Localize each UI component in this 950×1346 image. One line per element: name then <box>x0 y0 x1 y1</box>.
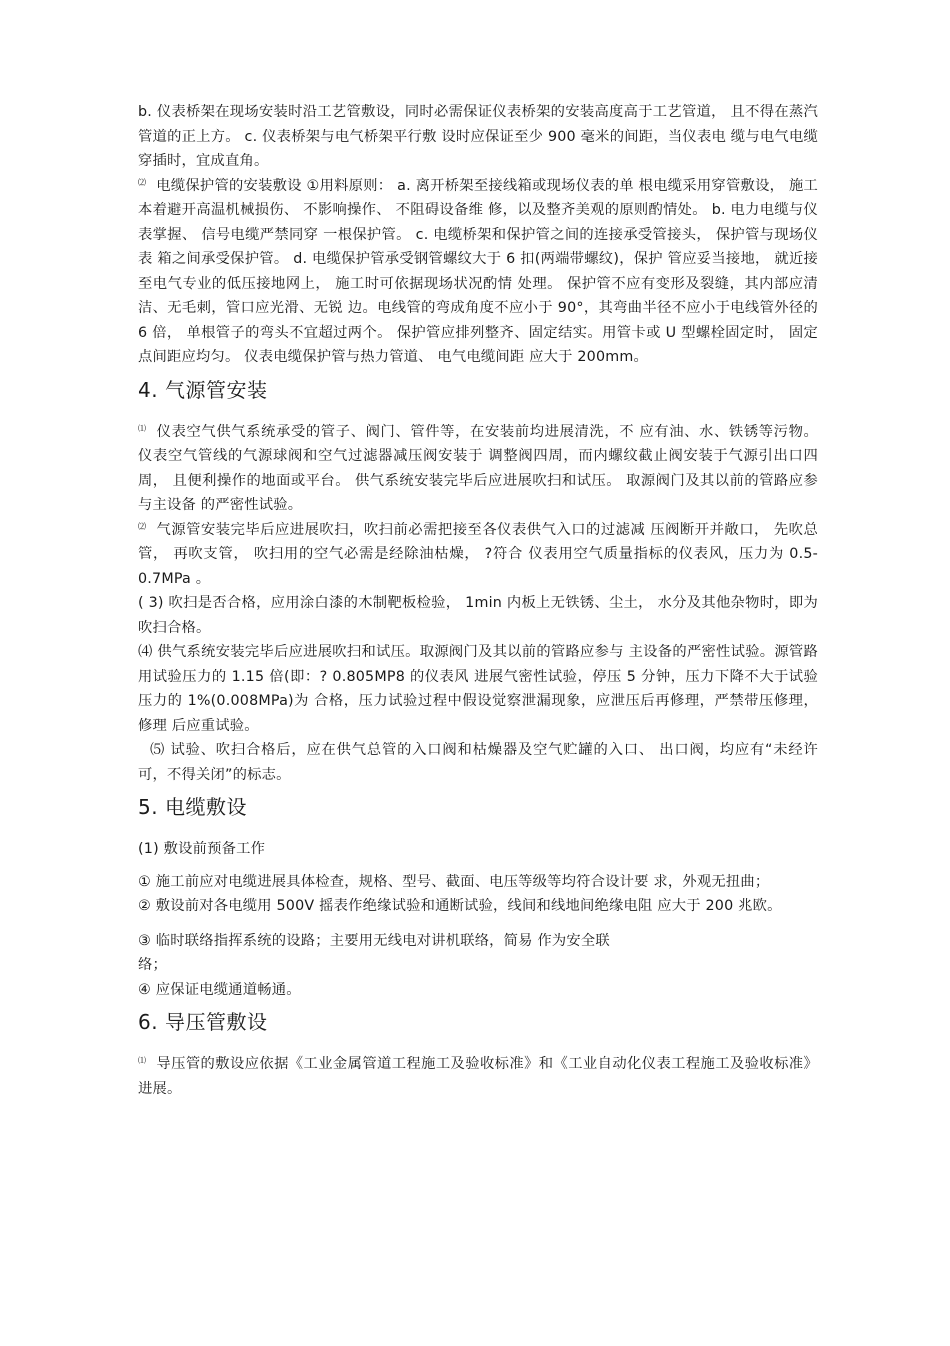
list-item-inspection: ① 施工前应对电缆进展具体检查，规格、型号、截面、电压等级等均符合设计要 求，外观无扭曲； <box>138 873 770 890</box>
item-number: ⑴ <box>138 423 147 433</box>
list-item-communication: ③ 临时联络指挥系统的设路；主要用无线电对讲机联络，简易 作为安全联 <box>138 932 610 949</box>
item-number: ⑵ <box>138 177 147 187</box>
paragraph-cable-protection-pipe <box>138 174 818 370</box>
paragraph-air-supply-1 <box>138 420 818 518</box>
paragraph-air-supply-4: ⑷ 供气系统安装完毕后应进展吹扫和试压。取源阀门及其以前的管路应参与 主设备的严密性试验。源管路用试验压力的 1.15 倍(即：? 0.805MP8 的仪表风 进展气密性试验，停压 5 分钟，压力下降不大于试验压力的 1%(0.008MPa)为 合格，压力试验过程中假设觉察泄漏现象，应泄压后再修理，严禁带压修理，修理 后应重试验。 <box>138 644 818 734</box>
heading-cable-laying: 5. 电缆敷设 <box>138 795 247 819</box>
item-number: ⑴ <box>138 1056 147 1065</box>
list-item-insulation-test: ② 敷设前对各电缆用 500V 摇表作绝缘试验和通断试验，线间和线地间绝缘电阻 应大于 200 兆欧。 <box>138 898 782 914</box>
document-page <box>138 100 818 1101</box>
list-item-communication-cont: 络； <box>138 957 167 973</box>
heading-air-source-pipe: 4. 气源管安装 <box>138 377 268 402</box>
paragraph-text: 气源管安装完毕后应进展吹扫，吹扫前必需把接至各仪表供气入口的过滤减 压阀断开并敞口， 先吹总管， 再吹支管， 吹扫用的空气必需是经除油枯燥， ?符合 仪表用空气质量指标的仪表风，压力为 0.5-0.7MPa 。 <box>138 521 818 587</box>
paragraph-text: 导压管的敷设应依据《工业金属管道工程施工及验收标准》和《工业自动化仪表工程施工及验收标准》进展。 <box>138 1056 819 1097</box>
paragraph-impulse-pipe <box>138 1052 818 1101</box>
paragraph-bridge-installation: b. 仪表桥架在现场安装时沿工艺管敷设，同时必需保证仪表桥架的安装高度高于工艺管道， 且不得在蒸汽管道的正上方。 c. 仪表桥架与电气桥架平行敷 设时应保证至少 900 毫米的间距，当仪表电 缆与电气电缆穿插时，宜成直角。 <box>138 104 818 169</box>
paragraph-text: 电缆保护管的安装敷设 ①用料原则： a. 离开桥架至接线箱或现场仪表的单 根电缆采用穿管敷设， 施工本着避开高温机械损伤、 不影响操作、 不阻碍设备维 修，以及整齐美观的原则酌情处。 b. 电力电缆与仪表掌握、 信号电缆严禁同穿 一根保护管。 c. 电缆桥架和保护管之间的连接承受管接头， 保护管与现场仪表 箱之间承受保护管。 d. 电缆保护管承受钢管螺纹大于 6 扣(两端带螺纹)，保护 管应妥当接地， 就近接至电气专业的低压接地网上， 施工时可依据现场状况酌情 处理。 保护管不应有变形及裂缝，其内部应清洁、无毛刺，管口应光滑、无锐 边。电线管的弯成角度不应小于 90°，其弯曲半径不应小于电线管外径的 6 倍， 单根管子的弯头不宜超过两个。 保护管应排列整齐、固定结实。用管卡或 U 型螺栓固定时， 固定点间距应均匀。 仪表电缆保护管与热力管道、 电气电缆间距 应大于 200mm。 <box>138 177 819 365</box>
item-number: ⑵ <box>138 521 147 531</box>
paragraph-air-supply-3: ( 3) 吹扫是否合格，应用涂白漆的木制靶板检验， 1min 内板上无铁锈、尘土， 水分及其他杂物时，即为吹扫合格。 <box>138 595 818 636</box>
subheading-preparation: (1) 敷设前预备工作 <box>138 841 266 857</box>
paragraph-air-supply-2 <box>138 518 818 592</box>
list-item-cable-channel: ④ 应保证电缆通道畅通。 <box>138 981 301 998</box>
paragraph-text: 仪表空气供气系统承受的管子、阀门、管件等，在安装前均进展清洗，不 应有油、水、铁锈等污物。 仪表空气管线的气源球阀和空气过滤器减压阀安装于 调整阀四周，而内螺纹截止阀安装于气源引出口四周， 且便利操作的地面或平台。 供气系统安装完毕后应进展吹扫和试压。 取源阀门及其以前的管路应参与主设备 的严密性试验。 <box>138 423 819 513</box>
paragraph-air-supply-5: ⑸ 试验、吹扫合格后，应在供气总管的入口阀和枯燥器及空气贮罐的入口、 出口阀，均应有“未经许可，不得关闭”的标志。 <box>138 742 818 783</box>
heading-impulse-pipe: 6. 导压管敷设 <box>138 1010 268 1034</box>
